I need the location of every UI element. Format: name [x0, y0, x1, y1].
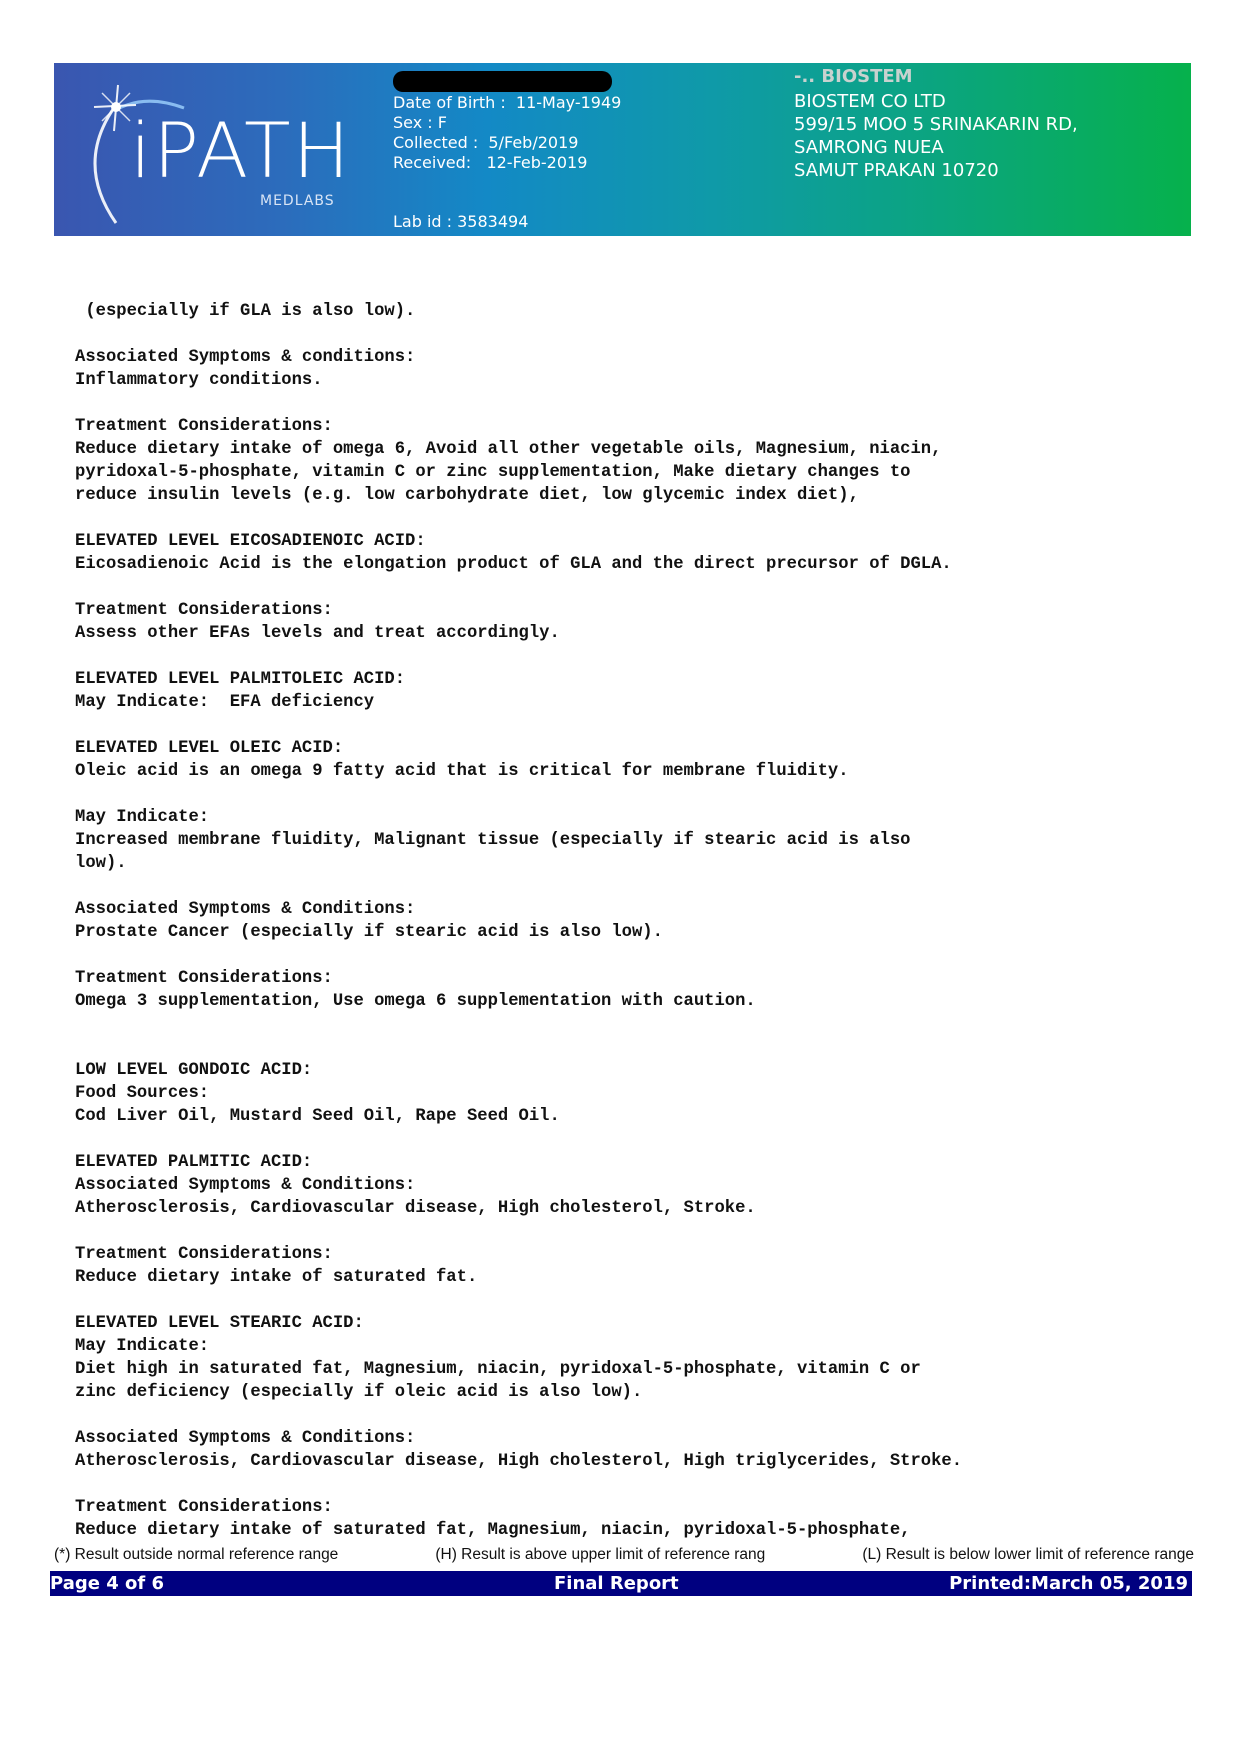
logo-subtitle: MEDLABS: [260, 193, 335, 209]
body-line: May Indicate:: [75, 808, 210, 827]
client-line: SAMRONG NUEA: [794, 137, 944, 158]
body-line: Associated Symptoms & Conditions:: [75, 1176, 416, 1195]
blank-line: [75, 323, 1195, 346]
body-line: Treatment Considerations:: [75, 601, 333, 620]
report-header-banner: [54, 63, 1191, 236]
redacted-patient-name: [393, 71, 612, 92]
received-date: Received: 12-Feb-2019: [393, 153, 588, 172]
section-heading: ELEVATED LEVEL OLEIC ACID:: [75, 739, 344, 758]
body-line: May Indicate:: [75, 1337, 210, 1356]
body-line: Reduce dietary intake of omega 6, Avoid all other vegetable oils, Magnesium, niacin,: [75, 440, 942, 459]
blank-line: [75, 1013, 1195, 1036]
body-line: Oleic acid is an omega 9 fatty acid that is critical for membrane fluidity.: [75, 762, 849, 781]
blank-line: [75, 714, 1195, 737]
footer-bar: [50, 1571, 1192, 1596]
blank-line: [75, 944, 1195, 967]
blank-line: [75, 1289, 1195, 1312]
body-line: Associated Symptoms & Conditions:: [75, 1429, 416, 1448]
blank-line: [75, 1036, 1195, 1059]
body-line: Increased membrane fluidity, Malignant tissue (especially if stearic acid is also: [75, 831, 911, 850]
blank-line: [75, 576, 1195, 599]
patient-info: [388, 63, 768, 236]
client-line: SAMUT PRAKAN 10720: [794, 160, 999, 181]
body-line: low).: [75, 854, 127, 873]
body-line: Diet high in saturated fat, Magnesium, niacin, pyridoxal-5-phosphate, vitamin C or: [75, 1360, 921, 1379]
blank-line: [75, 783, 1195, 806]
blank-line: [75, 392, 1195, 415]
body-line: Omega 3 supplementation, Use omega 6 supplementation with caution.: [75, 992, 756, 1011]
legend-low: (L) Result is below lower limit of reference range: [862, 1546, 1194, 1563]
blank-line: [75, 1128, 1195, 1151]
body-line: reduce insulin levels (e.g. low carbohydrate diet, low glycemic index diet),: [75, 486, 859, 505]
lab-id: Lab id : 3583494: [393, 212, 529, 231]
body-line: Treatment Considerations:: [75, 969, 333, 988]
logo-wordmark: iPATH: [130, 106, 352, 195]
legend-high: (H) Result is above upper limit of reference rang: [435, 1546, 766, 1563]
body-line: Reduce dietary intake of saturated fat, Magnesium, niacin, pyridoxal-5-phosphate,: [75, 1521, 911, 1540]
result-flag-legend: [54, 1544, 1194, 1566]
blank-line: [75, 507, 1195, 530]
body-line: Atherosclerosis, Cardiovascular disease, High cholesterol, Stroke.: [75, 1199, 756, 1218]
body-line: Associated Symptoms & conditions:: [75, 348, 416, 367]
ipath-logo: [54, 63, 384, 236]
page-number: Page 4 of 6: [50, 1573, 164, 1594]
body-line: Eicosadienoic Acid is the elongation product of GLA and the direct precursor of DGLA.: [75, 555, 952, 574]
body-line: Treatment Considerations:: [75, 1245, 333, 1264]
body-line: pyridoxal-5-phosphate, vitamin C or zinc supplementation, Make dietary changes to: [75, 463, 911, 482]
client-line: BIOSTEM CO LTD: [794, 91, 946, 112]
blank-line: [75, 1404, 1195, 1427]
client-title: -.. BIOSTEM: [794, 66, 913, 87]
body-line: zinc deficiency (especially if oleic acid is also low).: [75, 1383, 643, 1402]
date-of-birth: Date of Birth : 11-May-1949: [393, 93, 622, 112]
body-line: Associated Symptoms & Conditions:: [75, 900, 416, 919]
report-status: Final Report: [554, 1573, 679, 1594]
body-line: Treatment Considerations:: [75, 1498, 333, 1517]
body-line: Assess other EFAs levels and treat accordingly.: [75, 624, 560, 643]
printed-date: Printed:March 05, 2019: [949, 1573, 1188, 1594]
body-line: Prostate Cancer (especially if stearic acid is also low).: [75, 923, 663, 942]
section-heading: LOW LEVEL GONDOIC ACID:: [75, 1061, 313, 1080]
report-body: [75, 300, 1195, 1542]
body-line: Food Sources:: [75, 1084, 210, 1103]
section-heading: ELEVATED LEVEL STEARIC ACID:: [75, 1314, 364, 1333]
body-line: Inflammatory conditions.: [75, 371, 323, 390]
section-heading: ELEVATED LEVEL EICOSADIENOIC ACID:: [75, 532, 426, 551]
body-line: Atherosclerosis, Cardiovascular disease, High cholesterol, High triglycerides, Stroke.: [75, 1452, 963, 1471]
body-line: May Indicate: EFA deficiency: [75, 693, 375, 712]
sex: Sex : F: [393, 113, 447, 132]
client-info: [794, 63, 1191, 236]
blank-line: [75, 875, 1195, 898]
client-line: 599/15 MOO 5 SRINAKARIN RD,: [794, 114, 1078, 135]
body-line: Treatment Considerations:: [75, 417, 333, 436]
body-line: Reduce dietary intake of saturated fat.: [75, 1268, 478, 1287]
blank-line: [75, 1220, 1195, 1243]
section-heading: ELEVATED PALMITIC ACID:: [75, 1153, 313, 1172]
legend-outside-range: (*) Result outside normal reference range: [54, 1546, 339, 1563]
body-line: Cod Liver Oil, Mustard Seed Oil, Rape Seed Oil.: [75, 1107, 560, 1126]
section-heading: ELEVATED LEVEL PALMITOLEIC ACID:: [75, 670, 406, 689]
collected-date: Collected : 5/Feb/2019: [393, 133, 579, 152]
body-line: (especially if GLA is also low).: [75, 302, 416, 321]
blank-line: [75, 1473, 1195, 1496]
blank-line: [75, 645, 1195, 668]
